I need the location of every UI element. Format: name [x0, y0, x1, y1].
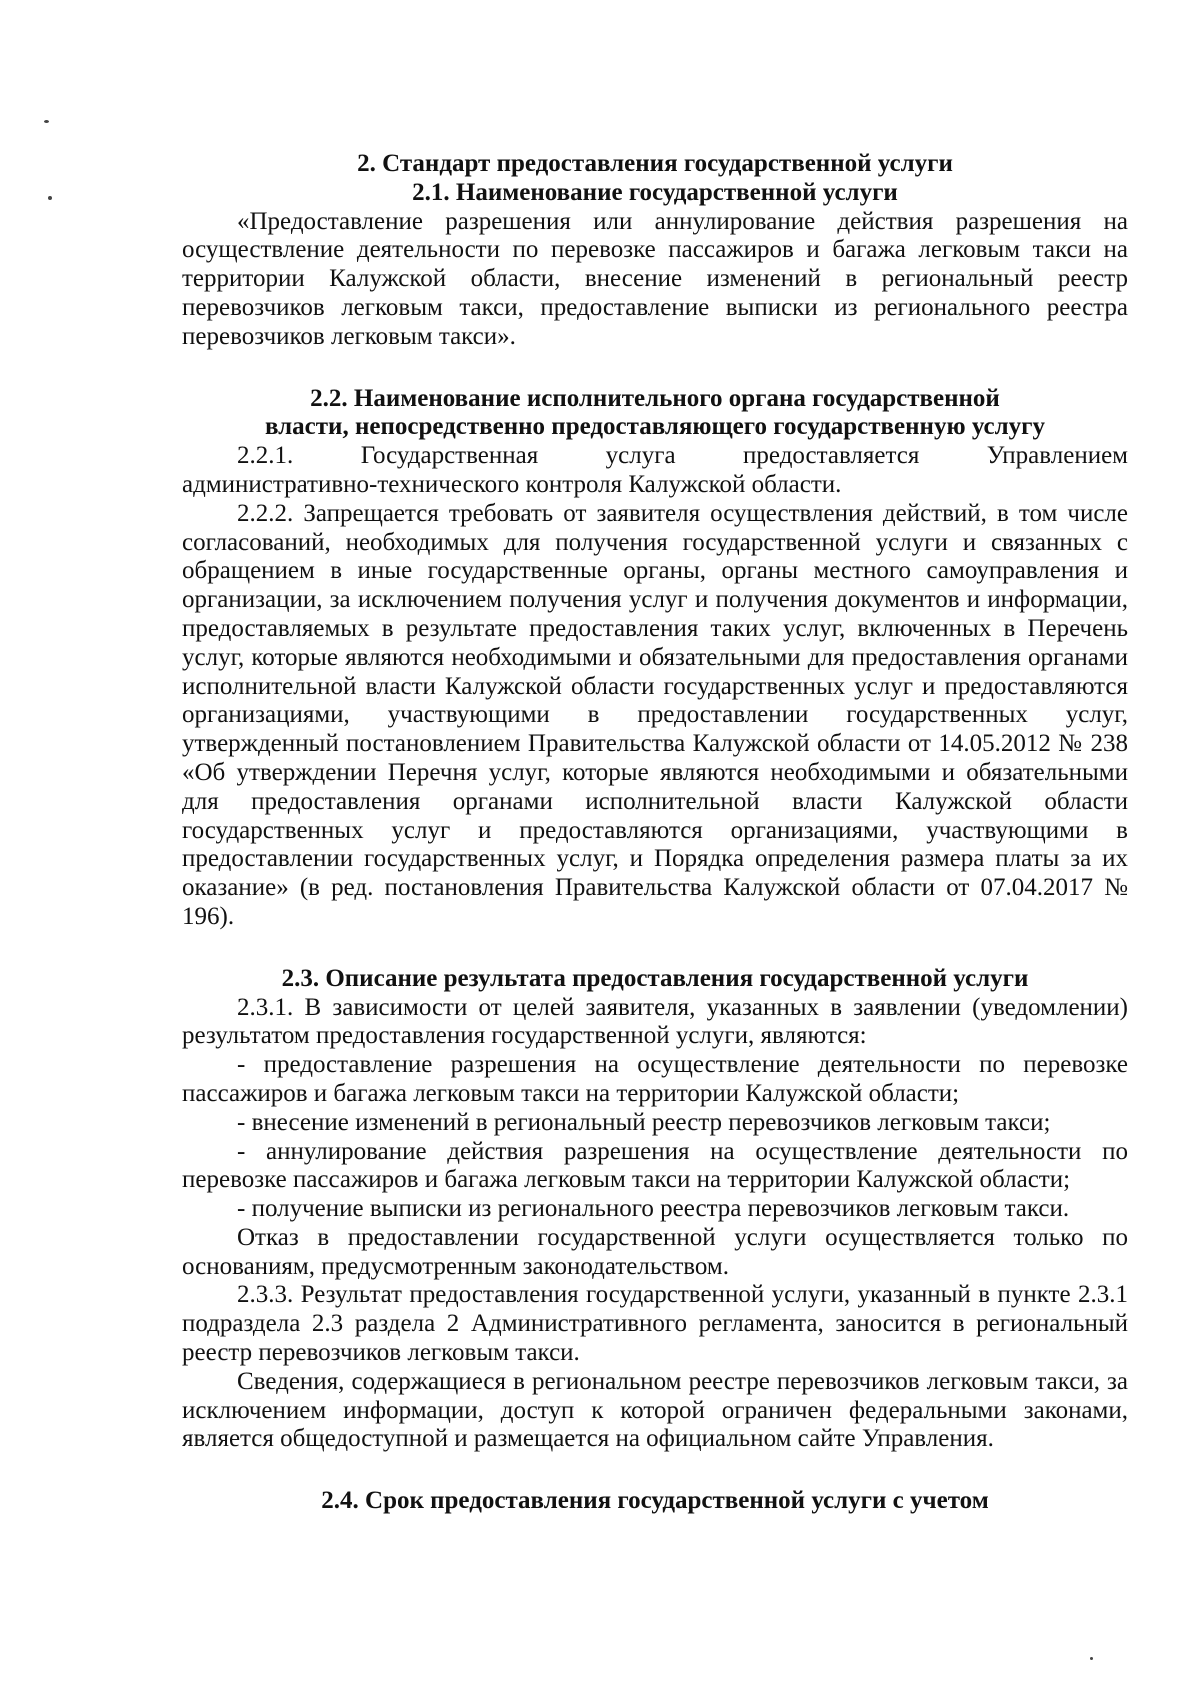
word: услуга: [605, 442, 676, 470]
scan-speck: [44, 120, 49, 123]
section-2-1-text: «Предоставление разрешения или аннулирование действия разрешения на осуществление деятельности по перевозке пассажиров и багажа легковым такси на территории Калужской области, внесение изменений в региональный реестр перевозчиков легковым такси, предоставление выписки из регионального реестра перевозчиков легковым такси».: [182, 207, 1128, 350]
word: предоставляется: [743, 442, 920, 470]
result-item-3: - аннулирование действия разрешения на осуществление деятельности по перевозке пассажиров и багажа легковым такси на территории Калужской области;: [182, 1137, 1128, 1194]
document-body: [182, 150, 1128, 1516]
section-2-1-heading: 2.1. Наименование государственной услуги: [412, 178, 898, 206]
word: Управлением: [986, 442, 1128, 470]
result-item-4: - получение выписки из регионального реестра перевозчиков легковым такси.: [237, 1195, 1070, 1223]
section-2-3-3-text: 2.3.3. Результат предоставления государственной услуги, указанный в пункте 2.3.1 подраздела 2.3 раздела 2 Административного регламента, заносится в региональный реестр перевозчиков легковым такси.: [182, 1281, 1128, 1367]
section-2-2-1-rest: административно-технического контроля Калужской области.: [182, 470, 842, 498]
word: 2.2.1.: [237, 442, 294, 470]
scan-speck: [1090, 1657, 1093, 1660]
word: Государственная: [360, 442, 539, 470]
section-2-2-1-first-line: [182, 442, 1128, 471]
refusal-text: Отказ в предоставлении государственной услуги осуществляется только по основаниям, предусмотренным законодательством.: [182, 1223, 1128, 1280]
section-2-2-heading-line1: 2.2. Наименование исполнительного органа государственной: [310, 384, 1000, 412]
section-2-2-2-text: 2.2.2. Запрещается требовать от заявителя осуществления действий, в том числе согласований, необходимых для получения государственной услуги и связанных с обращением в иные государственные органы, органы местного самоуправления и организации, за исключением получения услуг и получения документов и информации, предоставляемых в результате предоставления таких услуг, включенных в Перечень услуг, которые являются необходимыми и обязательными для предоставления органами исполнительной власти Калужской области государственных услуг и предоставляются организациями, участвующими в предоставлении государственных услуг, утвержденный постановлением Правительства Калужской области от 14.05.2012 № 238 «Об утверждении Перечня услуг, которые являются необходимыми и обязательными для предоставления органами исполнительной власти Калужской области государственных услуг и предоставляются организациями, участвующими в предоставлении государственных услуг, и Порядка определения размера платы за их оказание» (в ред. постановления Правительства Калужской области от 07.04.2017 № 196).: [182, 499, 1128, 930]
section-2-4-heading: 2.4. Срок предоставления государственной услуги с учетом: [321, 1487, 989, 1515]
section-2-2-heading-line2: власти, непосредственно предоставляющего государственную услугу: [264, 413, 1046, 441]
result-item-1: - предоставление разрешения на осуществление деятельности по перевозке пассажиров и багажа легковым такси на территории Калужской области;: [182, 1051, 1128, 1107]
registry-info-text: Сведения, содержащиеся в региональном реестре перевозчиков легковым такси, за исключением информации, доступ к которой ограничен федеральными законами, является общедоступной и размещается на официальном сайте Управления.: [182, 1367, 1128, 1453]
section-2-3-1-text: 2.3.1. В зависимости от целей заявителя, указанных в заявлении (уведомлении) результатом предоставления государственной услуги, являются:: [182, 993, 1128, 1050]
scan-speck: [48, 196, 52, 200]
result-item-2: - внесение изменений в региональный реестр перевозчиков легковым такси;: [237, 1108, 1051, 1136]
section-2-heading: 2. Стандарт предоставления государственной услуги: [357, 150, 953, 177]
section-2-3-heading: 2.3. Описание результата предоставления государственной услуги: [281, 964, 1029, 992]
